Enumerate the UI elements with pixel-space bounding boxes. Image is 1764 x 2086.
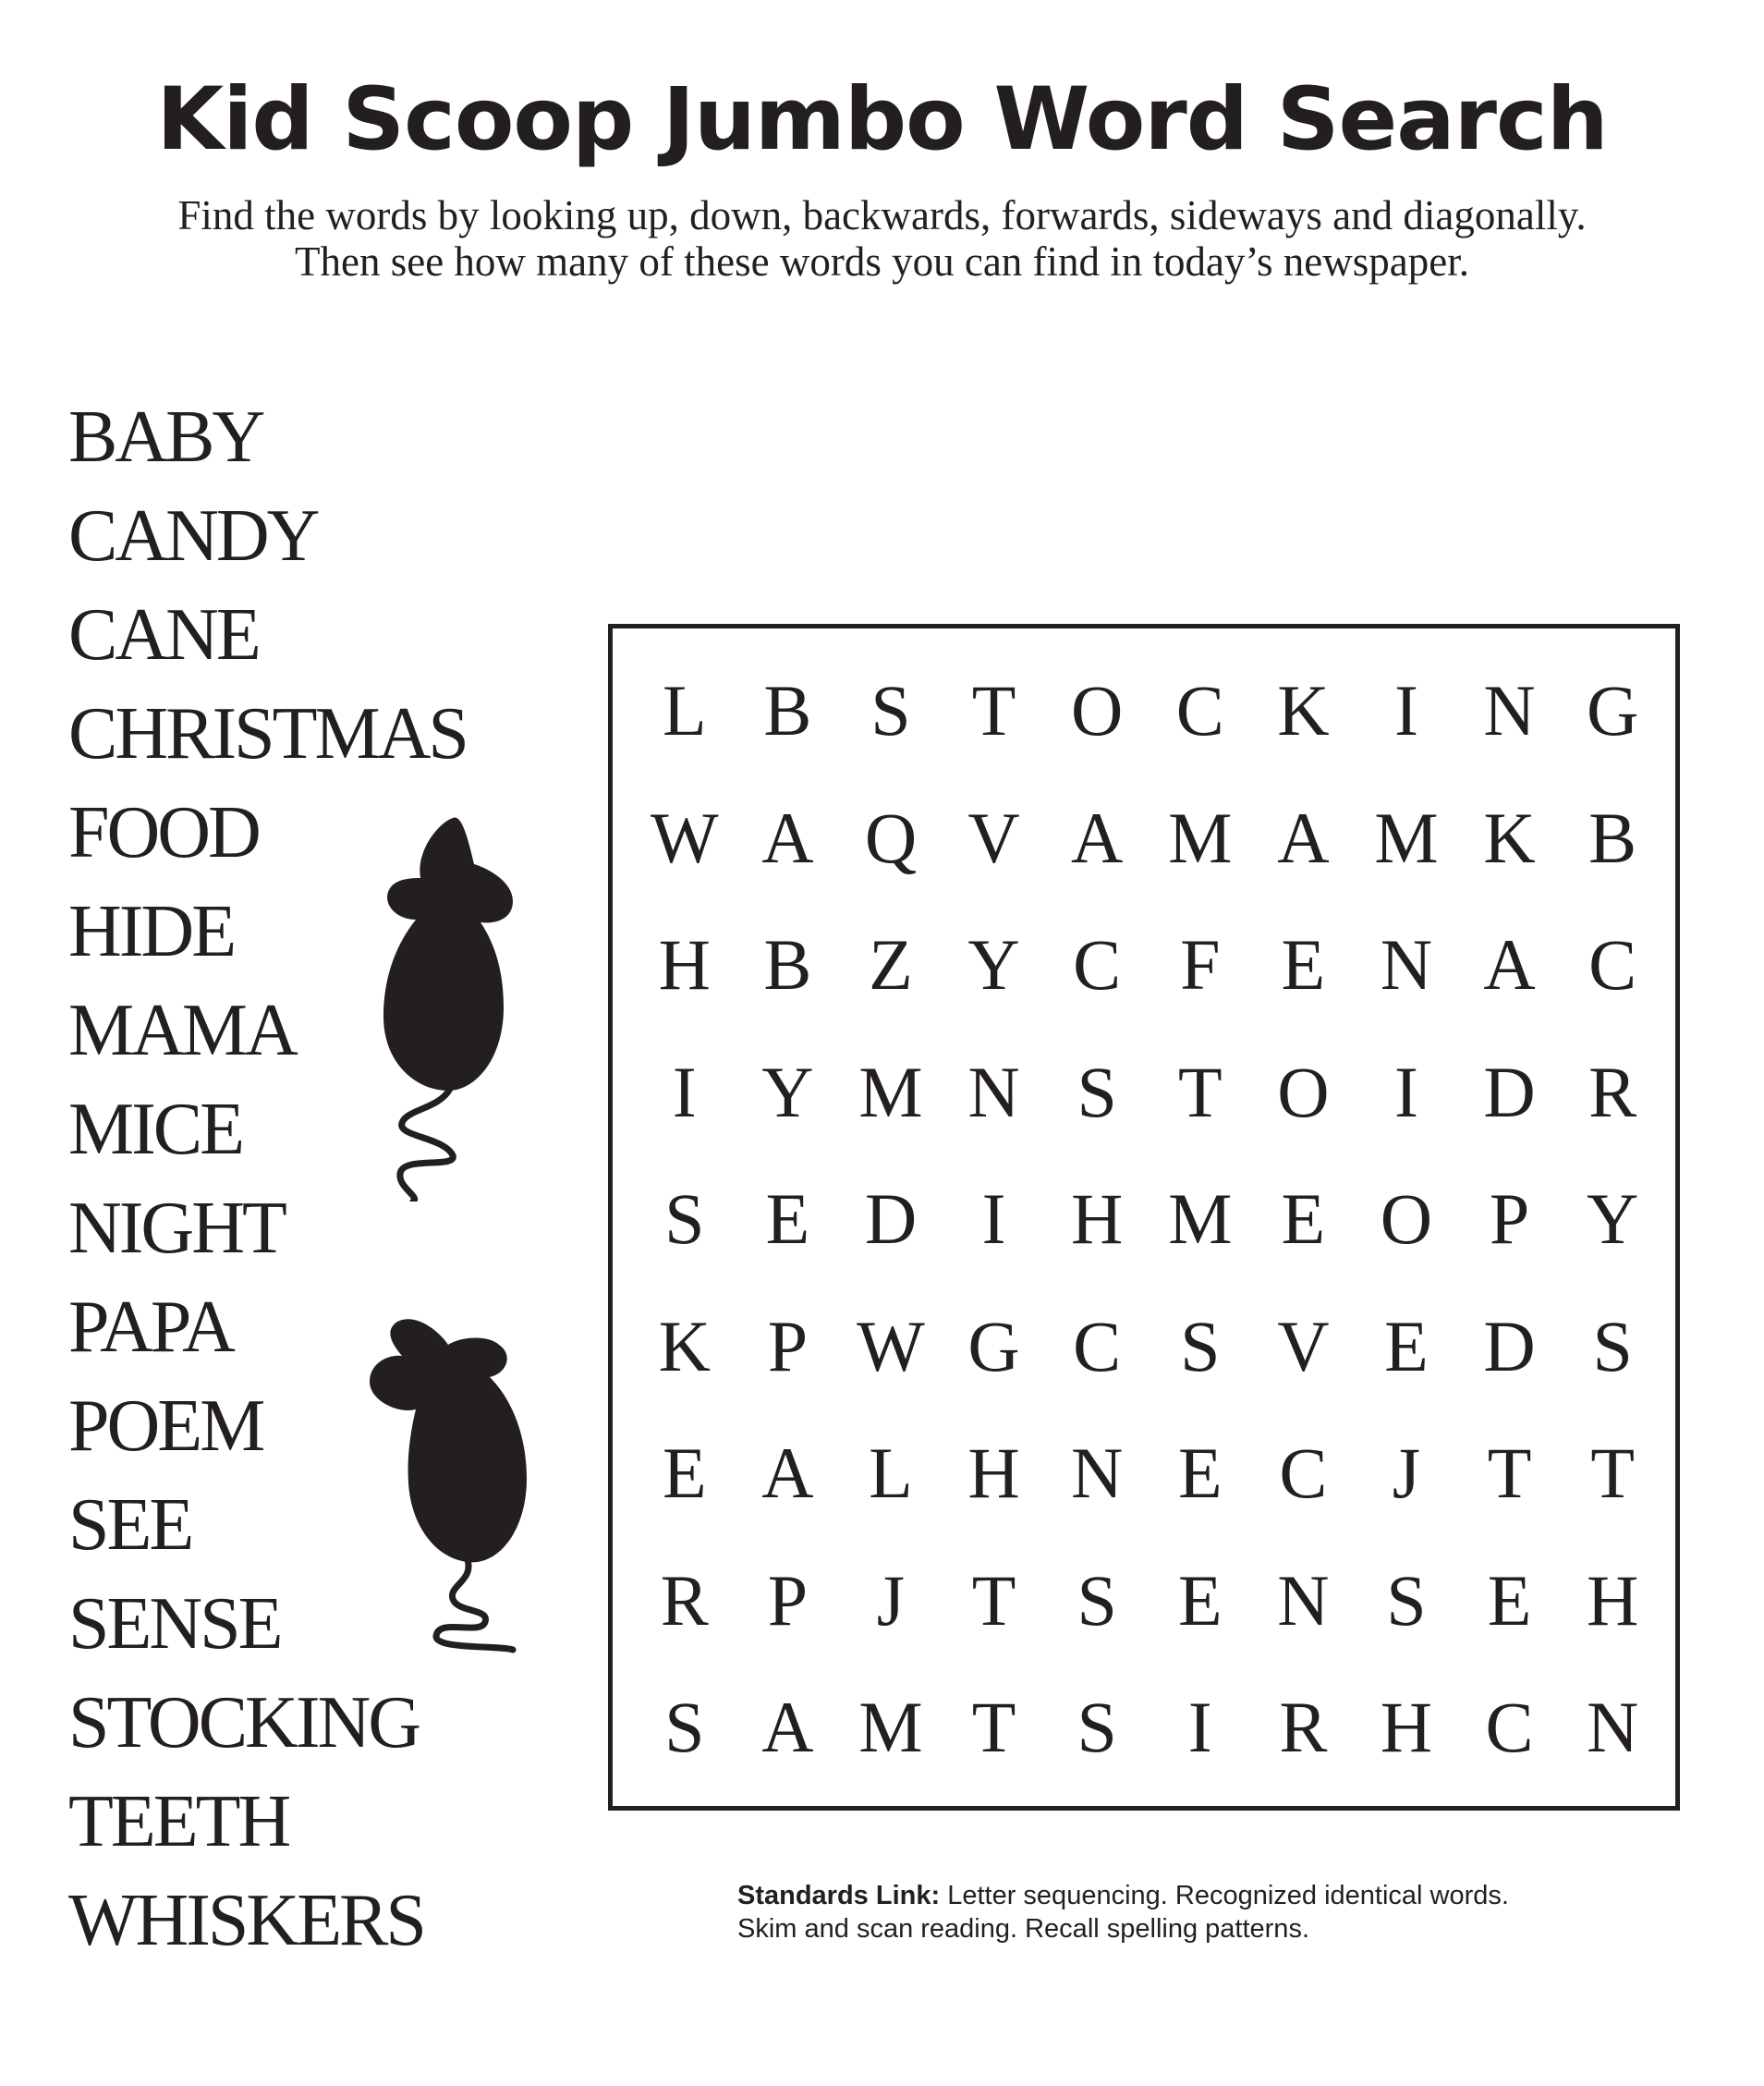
grid-letter[interactable]: P — [767, 1305, 809, 1386]
grid-letter[interactable]: C — [1588, 924, 1637, 1005]
word-list-item: PAPA — [68, 1287, 233, 1368]
standards-line-1: Letter sequencing. Recognized identical words. — [947, 1881, 1509, 1910]
grid-letter[interactable]: N — [1277, 1559, 1330, 1641]
word-list-item: SENSE — [68, 1583, 281, 1665]
grid-letter[interactable]: T — [971, 1559, 1016, 1641]
word-list-item: BABY — [68, 396, 263, 478]
grid-letter[interactable]: N — [1380, 924, 1433, 1005]
grid-letter[interactable]: S — [664, 1178, 705, 1259]
instructions-line-2: Then see how many of these words you can find in today’s newspaper. — [295, 238, 1469, 285]
word-list-item: CHRISTMAS — [68, 693, 467, 775]
grid-letter[interactable]: G — [967, 1305, 1020, 1386]
grid-letter[interactable]: H — [1586, 1559, 1639, 1641]
grid-letter[interactable]: M — [1168, 797, 1233, 878]
grid-letter[interactable]: E — [1177, 1559, 1223, 1641]
grid-letter[interactable]: T — [971, 1687, 1016, 1767]
mouse-silhouette-icon — [360, 1280, 564, 1668]
grid-letter[interactable]: Y — [1586, 1178, 1639, 1259]
grid-letter[interactable]: V — [967, 797, 1020, 878]
grid-letter[interactable]: B — [763, 924, 812, 1005]
grid-letter[interactable]: H — [967, 1433, 1020, 1513]
grid-letter[interactable]: A — [1277, 797, 1330, 878]
word-list-item: NIGHT — [68, 1188, 285, 1269]
grid-letter[interactable]: A — [761, 1687, 814, 1767]
word-list-item: POEM — [68, 1385, 263, 1467]
grid-letter[interactable]: W — [650, 797, 719, 878]
grid-letter[interactable]: S — [1077, 1687, 1117, 1767]
grid-letter[interactable]: A — [1071, 797, 1124, 878]
grid-letter[interactable]: M — [858, 1051, 923, 1132]
grid-letter[interactable]: A — [761, 797, 814, 878]
grid-letter[interactable]: O — [1380, 1178, 1433, 1259]
grid-letter[interactable]: C — [1073, 924, 1122, 1005]
grid-letter[interactable]: C — [1279, 1433, 1328, 1513]
grid-letter[interactable]: S — [870, 670, 911, 750]
word-list-item: MICE — [68, 1089, 242, 1170]
grid-letter[interactable]: V — [1277, 1305, 1330, 1386]
grid-letter[interactable]: E — [1384, 1305, 1429, 1386]
grid-letter[interactable]: E — [1281, 1178, 1326, 1259]
grid-letter[interactable]: J — [876, 1559, 906, 1641]
grid-letter[interactable]: K — [658, 1305, 711, 1386]
word-list-item: HIDE — [68, 891, 235, 972]
instructions — [0, 192, 1764, 285]
grid-letter[interactable]: I — [981, 1178, 1006, 1259]
grid-letter[interactable]: M — [1374, 797, 1439, 878]
grid-letter[interactable]: K — [1277, 670, 1330, 750]
grid-letter[interactable]: T — [1487, 1433, 1532, 1513]
grid-letter[interactable]: G — [1586, 670, 1639, 750]
grid-letter[interactable]: I — [1187, 1687, 1212, 1767]
grid-letter[interactable]: I — [1393, 670, 1418, 750]
grid-letter[interactable]: B — [1588, 797, 1637, 878]
grid-letter[interactable]: N — [967, 1051, 1020, 1132]
grid-letter[interactable]: P — [767, 1559, 809, 1641]
word-list-item: CANE — [68, 594, 259, 676]
grid-letter[interactable]: O — [1071, 670, 1124, 750]
grid-letter[interactable]: S — [1077, 1559, 1117, 1641]
grid-letter[interactable]: S — [1077, 1051, 1117, 1132]
grid-letter[interactable]: Z — [869, 924, 913, 1005]
letter-grid — [633, 670, 1664, 1819]
word-list-item: TEETH — [68, 1781, 289, 1862]
page-title: Kid Scoop Jumbo Word Search — [156, 69, 1608, 170]
grid-letter[interactable]: F — [1180, 924, 1221, 1005]
grid-letter[interactable]: D — [864, 1178, 918, 1259]
grid-letter[interactable]: C — [1175, 670, 1224, 750]
grid-letter[interactable]: A — [1483, 924, 1536, 1005]
grid-letter[interactable]: E — [1177, 1433, 1223, 1513]
grid-letter[interactable]: N — [1483, 670, 1536, 750]
grid-letter[interactable]: N — [1071, 1433, 1124, 1513]
grid-letter[interactable]: D — [1483, 1051, 1536, 1132]
mouse-silhouette-icon — [365, 813, 550, 1202]
grid-letter[interactable]: E — [765, 1178, 810, 1259]
grid-letter[interactable]: M — [1168, 1178, 1233, 1259]
grid-letter[interactable]: D — [1483, 1305, 1536, 1386]
standards-line-2: Skim and scan reading. Recall spelling patterns. — [737, 1914, 1309, 1944]
grid-letter[interactable]: A — [761, 1433, 814, 1513]
grid-letter[interactable]: K — [1483, 797, 1536, 878]
word-list-item: STOCKING — [68, 1682, 420, 1763]
grid-letter[interactable]: N — [1586, 1687, 1639, 1767]
word-search-puzzle — [608, 624, 1680, 1811]
grid-letter[interactable]: J — [1392, 1433, 1421, 1513]
grid-letter[interactable]: S — [1386, 1559, 1427, 1641]
grid-letter[interactable]: P — [1489, 1178, 1530, 1259]
word-list-item: FOOD — [68, 792, 259, 873]
grid-letter[interactable]: L — [869, 1433, 913, 1513]
grid-letter[interactable]: T — [1590, 1433, 1635, 1513]
grid-letter[interactable]: Y — [761, 1051, 814, 1132]
word-list-item: CANDY — [68, 495, 318, 577]
grid-letter[interactable]: H — [1380, 1687, 1433, 1767]
grid-letter[interactable]: T — [971, 670, 1016, 750]
grid-letter[interactable]: H — [1071, 1178, 1124, 1259]
word-list-item: WHISKERS — [68, 1880, 424, 1961]
grid-letter[interactable]: Q — [864, 797, 918, 878]
grid-letter[interactable]: I — [1393, 1051, 1418, 1132]
grid-letter[interactable]: E — [662, 1433, 707, 1513]
grid-letter[interactable]: R — [1588, 1051, 1637, 1132]
word-list-item: MAMA — [68, 990, 296, 1071]
grid-letter[interactable]: M — [858, 1687, 923, 1767]
grid-letter[interactable]: R — [660, 1559, 709, 1641]
standards-link — [737, 1879, 1735, 1946]
standards-label: Standards Link: — [737, 1881, 941, 1910]
word-list-item: SEE — [68, 1484, 192, 1566]
grid-letter[interactable]: Y — [967, 924, 1020, 1005]
grid-letter[interactable]: C — [1485, 1687, 1534, 1767]
grid-letter[interactable]: E — [1487, 1559, 1532, 1641]
grid-letter[interactable]: W — [857, 1305, 925, 1386]
grid-letter[interactable]: E — [1281, 924, 1326, 1005]
grid-letter[interactable]: S — [664, 1687, 705, 1767]
grid-letter[interactable]: T — [1177, 1051, 1223, 1132]
grid-letter[interactable]: O — [1277, 1051, 1330, 1132]
grid-letter[interactable]: C — [1073, 1305, 1122, 1386]
grid-letter[interactable]: L — [662, 670, 707, 750]
grid-letter[interactable]: S — [1180, 1305, 1221, 1386]
grid-letter[interactable]: H — [658, 924, 711, 1005]
instructions-line-1: Find the words by looking up, down, backwards, forwards, sideways and diagonally. — [177, 192, 1587, 238]
grid-letter[interactable]: B — [763, 670, 812, 750]
grid-letter[interactable]: I — [672, 1051, 697, 1132]
grid-letter[interactable]: R — [1279, 1687, 1328, 1767]
grid-letter[interactable]: S — [1592, 1305, 1633, 1386]
